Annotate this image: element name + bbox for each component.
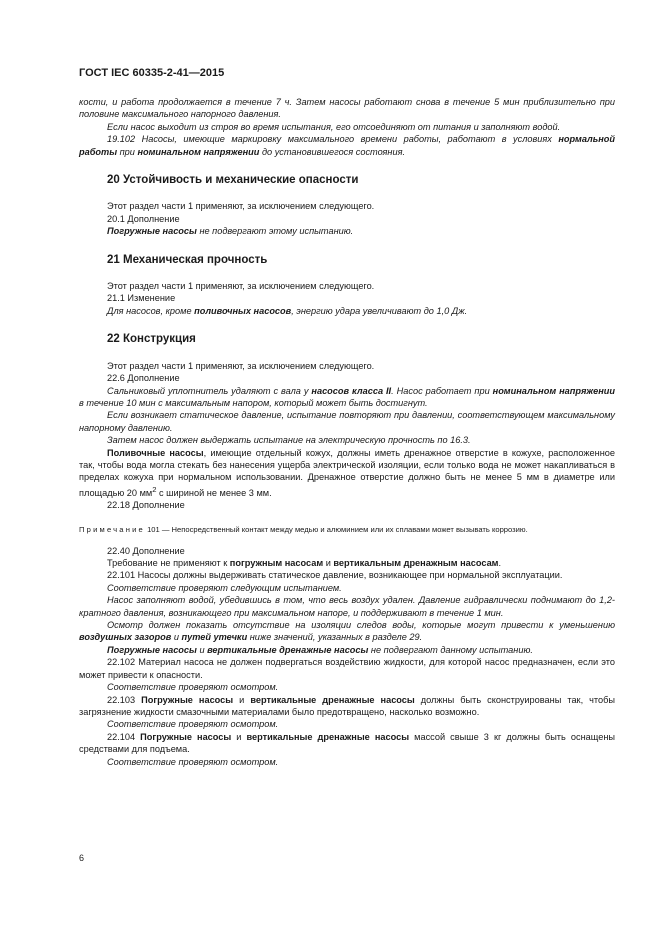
paragraph: 22.40 Дополнение — [107, 545, 185, 556]
paragraph: 20.1 Дополнение — [107, 213, 180, 224]
document-body — [79, 96, 615, 768]
paragraph: кости, и работа продолжается в течение 7 ч. Затем насосы работают снова в течение 5 мин приблизительно при половине максимального напорного давления. — [79, 97, 615, 120]
paragraph: 22.6 Дополнение — [107, 373, 180, 384]
paragraph: Соответствие проверяют осмотром. — [107, 756, 279, 767]
paragraph: Если насос выходит из строя во время испытания, его отсоединяют от питания и заполняют водой. — [107, 121, 561, 132]
paragraph: Насос заполняют водой, убедившись в том, что весь воздух удален. Давление гидравлически поднимают до 1,2-кратного давления, возникающего при максимальном напоре, и поддерживают в течение 1 мин. — [79, 595, 615, 618]
paragraph: Соответствие проверяют осмотром. — [107, 682, 279, 693]
section-heading-22: 22 Конструкция — [107, 333, 196, 346]
paragraph: 21.1 Изменение — [107, 293, 176, 304]
paragraph: 19.102 Насосы, имеющие маркировку максимального времени работы, работают в условиях нормальной работы при номинальном напряжении до установившегося состояния. — [79, 134, 615, 157]
section-heading-20: 20 Устойчивость и механические опасности — [107, 174, 359, 187]
paragraph: Соответствие проверяют следующим испытанием. — [107, 582, 342, 593]
paragraph: Погружные насосы не подвергают этому испытанию. — [107, 226, 354, 237]
page-number: 6 — [79, 853, 85, 863]
paragraph: 22.18 Дополнение — [107, 500, 185, 511]
paragraph: 22.104 Погружные насосы и вертикальные дренажные насосы массой свыше 3 кг должны быть оснащены средствами для подъема. — [79, 731, 615, 755]
paragraph: 22.102 Материал насоса не должен подвергаться воздействию жидкости, для которой насос предназначен, если это может привести к опасности. — [79, 657, 615, 680]
paragraph: 22.103 Погружные насосы и вертикальные дренажные насосы должны быть сконструированы так, чтобы загрязнение жидкости смазочными материалами было предотвращено, насколько возможно. — [79, 694, 616, 717]
paragraph: 22.101 Насосы должны выдерживать статическое давление, возникающее при нормальной эксплуатации. — [107, 570, 563, 581]
paragraph: Этот раздел части 1 применяют, за исключением следующего. — [107, 360, 375, 371]
paragraph: Требование не применяют к погружным насосам и вертикальным дренажным насосам. — [107, 558, 502, 569]
document-header: ГОСТ IEC 60335-2-41—2015 — [79, 67, 225, 79]
note: Примечание 101 — Непосредственный контакт между медью и алюминием или их сплавами может вызывать коррозию. — [79, 524, 528, 534]
section-heading-21: 21 Механическая прочность — [107, 253, 268, 266]
paragraph: Этот раздел части 1 применяют, за исключением следующего. — [107, 281, 375, 292]
paragraph: Этот раздел части 1 применяют, за исключением следующего. — [107, 201, 375, 212]
paragraph: Для насосов, кроме поливочных насосов, энергию удара увеличивают до 1,0 Дж. — [107, 305, 468, 316]
paragraph: Сальниковый уплотнитель удаляют с вала у насосов класса II. Насос работает при номинальном напряжении в течение 10 мин с максимальным напором, который может быть достигнут. — [79, 385, 616, 408]
paragraph: Осмотр должен показать отсутствие на изоляции следов воды, которые могут привести к уменьшению воздушных зазоров и путей утечки ниже значений, указанных в разделе 29. — [79, 620, 615, 643]
paragraph: Затем насос должен выдержать испытание на электрическую прочность по 16.3. — [107, 435, 471, 446]
paragraph: Погружные насосы и вертикальные дренажные насосы не подвергают данному испытанию. — [107, 644, 533, 655]
paragraph: Если возникает статическое давление, испытание повторяют при давлении, соответствующем максимальному напорному давлению. — [79, 410, 615, 433]
paragraph: Соответствие проверяют осмотром. — [107, 719, 279, 730]
paragraph: Поливочные насосы, имеющие отдельный кожух, должны иметь дренажное отверстие в кожухе, расположенное так, чтобы вода могла стекать без нанесения ущерба электрической изоляции, если только вода не может накапливаться в пределах кожуха при нормальном использовании. Дренажное отверстие должно быть не менее 5 мм в диаметре или площадью 20 $мм^2$ с шириной не менее 3 мм. — [79, 447, 615, 498]
